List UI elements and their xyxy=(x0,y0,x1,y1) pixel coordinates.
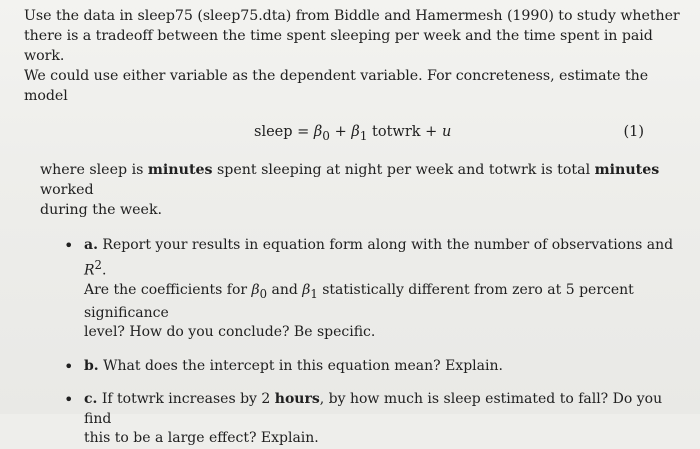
equation-plus-1: + xyxy=(334,124,347,140)
intro-paragraph xyxy=(24,6,680,106)
question-a-text-2a: Are the coefficients for xyxy=(84,281,252,298)
question-a-beta-1-sub: 1 xyxy=(310,286,318,301)
bullet-icon: • xyxy=(64,390,74,410)
where-paragraph xyxy=(40,160,680,220)
where-part-2: spent sleeping at night per week and totwrk is total xyxy=(212,162,595,178)
beta-1-sub: 1 xyxy=(359,128,368,143)
question-a-beta-0: β xyxy=(251,281,260,298)
question-b-label: b. xyxy=(84,357,99,374)
intro-line-2: there is a tradeoff between the time spent sleeping per week and the time spent in paid work. xyxy=(24,28,653,64)
equation-number: (1) xyxy=(623,124,644,140)
where-part-3: worked xyxy=(40,182,94,198)
equation-plus-2: + xyxy=(425,124,438,140)
error-term: u xyxy=(441,124,452,140)
where-bold-1: minutes xyxy=(147,162,213,178)
question-c-bold: hours xyxy=(274,391,320,408)
beta-0-sub: 0 xyxy=(322,128,330,143)
where-bold-2: minutes xyxy=(594,162,660,178)
r-squared-sup: 2 xyxy=(94,257,102,272)
question-list xyxy=(24,236,680,449)
question-a xyxy=(24,236,680,343)
question-a-label: a. xyxy=(84,237,98,253)
beta-0: β xyxy=(313,124,323,140)
intro-line-1: Use the data in sleep75 (sleep75.dta) from Biddle and Hamermesh (1990) to study whether xyxy=(24,8,680,24)
r-squared: R xyxy=(84,262,95,279)
question-c-label: c. xyxy=(84,391,98,408)
beta-1: β xyxy=(351,124,360,140)
question-c-text-2: this to be a large effect? Explain. xyxy=(84,430,319,447)
question-a-beta-0-sub: 0 xyxy=(259,286,268,301)
question-a-text-1: Report your results in equation form along with the number of observations and xyxy=(97,237,674,253)
question-a-text-3: level? How do you conclude? Be specific. xyxy=(84,324,376,341)
regression-equation xyxy=(254,124,451,143)
question-a-beta-1: β xyxy=(302,281,311,298)
equation-regressor: totwrk xyxy=(372,124,421,140)
question-a-and: and xyxy=(267,281,303,298)
intro-line-3: We could use either variable as the dependent variable. For concreteness, estimate the model xyxy=(24,68,649,104)
question-b xyxy=(24,357,680,377)
question-a-text-1-end: . xyxy=(101,262,107,279)
bullet-icon: • xyxy=(64,236,74,255)
question-a-text-2b: statistically different from zero at 5 percent significance xyxy=(84,281,634,321)
equation-lhs: sleep xyxy=(254,124,293,140)
question-b-text: What does the intercept in this equation mean? Explain. xyxy=(98,357,503,374)
equation-row xyxy=(24,120,680,146)
bullet-icon: • xyxy=(64,356,74,376)
equation-equals: = xyxy=(297,124,310,140)
question-c xyxy=(24,390,680,449)
where-line-2: during the week. xyxy=(40,202,163,218)
where-part-1: where sleep is xyxy=(40,162,148,178)
question-c-text-1b: , by how much is sleep estimated to fall? Do you find xyxy=(84,391,663,427)
question-c-text-1a: If totwrk increases by 2 xyxy=(97,391,275,408)
